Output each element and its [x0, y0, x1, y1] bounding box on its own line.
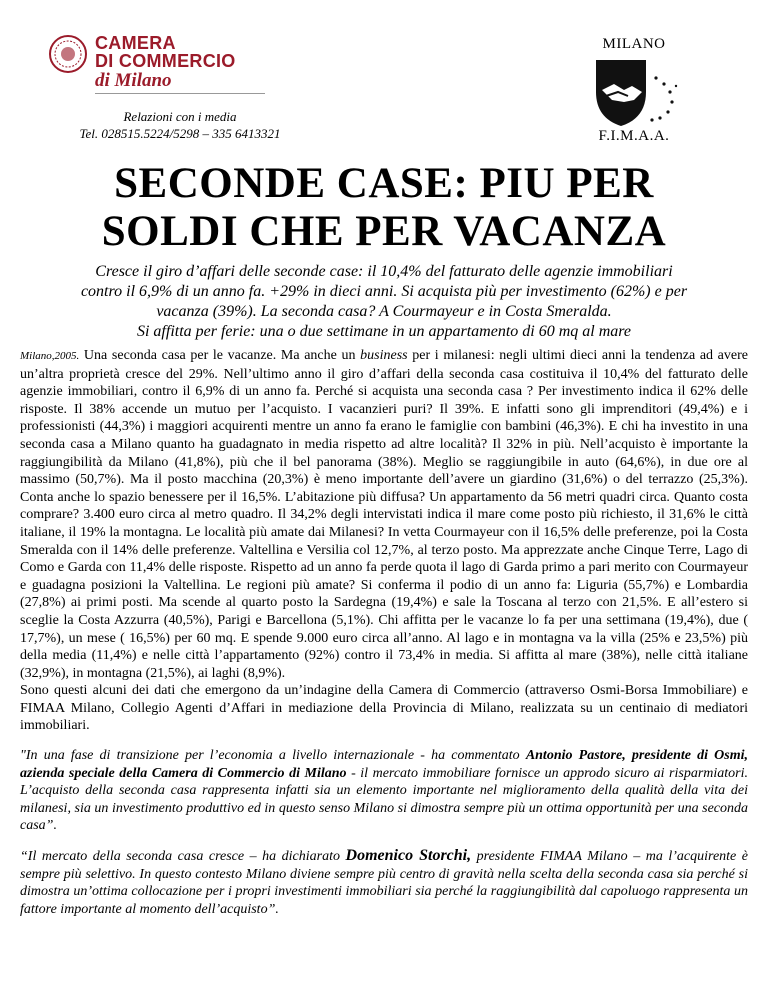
camera-seal-icon [48, 34, 88, 74]
headline-line-1: SECONDE CASE: PIU PER [114, 160, 654, 207]
press-phones: Tel. 028515.5224/5298 – 335 6413321 [79, 126, 281, 141]
fimaa-logo [578, 36, 690, 148]
business-word: business [360, 348, 408, 363]
subheadline-line-3: vacanza (39%). La seconda casa? A Courmayeur e in Costa Smeralda. [156, 303, 612, 320]
quote-pastore-name: Antonio Pastore, presidente di Osmi, azienda speciale della Camera di Commercio di Milano [20, 748, 748, 781]
fimaa-name: F.I.M.A.A. [598, 128, 670, 144]
subheadline-line-1: Cresce il giro d’affari delle seconde case: il 10,4% del fatturato delle agenzie immobiliari [95, 263, 673, 280]
camera-commercio-logo [40, 30, 270, 100]
fimaa-city: MILANO [602, 36, 666, 52]
paragraph-main [20, 347, 748, 682]
logo-line-commercio: DI COMMERCIO [95, 51, 236, 71]
handshake-icon [584, 56, 684, 128]
quote-pastore [20, 747, 748, 835]
subheadline-line-2: contro il 6,9% di un anno fa. +29% in dieci anni. Si acquista più per investimento (62%) e per [80, 283, 688, 300]
logo-divider [95, 93, 265, 94]
logo-line-camera: CAMERA [95, 33, 176, 53]
quote-storchi-name: Domenico Storchi, [345, 847, 472, 865]
press-office: Relazioni con i media [123, 109, 237, 124]
paragraph-main-text-a: Una seconda casa per le vacanze. Ma anche un [79, 348, 361, 363]
headline [20, 160, 748, 256]
quote-storchi [20, 847, 748, 918]
quote-pastore-text-a: "In una fase di transizione per l’economia a livello internazionale - ha commentato [20, 748, 526, 764]
headline-line-2: SOLDI CHE PER VACANZA [101, 208, 667, 255]
subheadline [25, 262, 743, 342]
quote-storchi-text-a: “Il mercato della seconda casa cresce – ha dichiarato [20, 849, 346, 865]
paragraph-source: Sono questi alcuni dei dati che emergono da un’indagine della Camera di Commercio (attraverso Osmi-Borsa Immobiliare) e FIMAA Milano, Collegio Agenti d’Affari in mediazione della Provincia di Milano, realizzata su un centinaio di mediatori immobiliari. [20, 683, 748, 734]
logo-line-milano: di Milano [95, 70, 172, 91]
article-body [20, 347, 748, 918]
paragraph-main-text-b: per i milanesi: negli ultimi dieci anni la tendenza ad avere un’altra proprietà cresce del 29%. Nell’ultimo anno il giro d’affari della seconda casa costituiva il 10,4% del fatturato delle agenzie immobiliari, contro il 6,9% di un anno fa. Perché si acquista una seconda casa ? Per investimento indica il 62% delle risposte. Il 38% accende un mutuo per l’acquisto. I vacanzieri puri? Il 39%. E infatti sono gli imprenditori (49,4%) e i professionisti (44,3%) i maggiori acquirenti mentre un anno fa erano le famiglie con bambini (46,3%). E chi ha investito in una seconda casa a Milano quanto ha guadagnato in media rispetto ad altre località? Il 32% in più. Nell’acquisto è importante la raggiungibilità da Milano (41,8%), più che il bel panorama (38%). Meglio se raggiungibile in auto (64,6%), in due ore al massimo (50,7%). Ma il posto macchina (20,3%) è meno importante dell’avere un giardino (31,6%) o del terrazzo (25,3%). Conta anche lo spazio benessere per il 16,5%. L’abitazione più diffusa? Un appartamento da 56 metri quadri circa. Quanto costa comprare? 3.400 euro circa al metro quadro. Il 34,2% degli intervistati indica il mare come posto più richiesto, il 31,6% le città italiane, il 19% la montagna. Le località più amate dai Milanesi? In vetta Courmayeur con il 16,5% delle preferenze, poi la Costa Smeralda con il 14% delle preferenze. Valtellina e Versilia col 12,7%, al terzo posto. Ma apprezzate anche Cinque Terre, Lago di Como e Garda con 11,4% delle risposte. Rispetto ad un anno fa perde quota il lago di Garda primo a pari merito con Courmayeur e guadagna posizioni la Valtellina. Le regioni più amate? Si conferma il podio di un anno fa: Liguria (55,7%) e Lombardia (27,8%) ai primi posti. Ma scende al quarto posto la Sardegna (19,4%) e sale la Toscana al terzo con 21,5%. E all’estero si sceglie la Costa Azzurra (40,5%), Parigi e Barcellona (5,1%). Chi affitta per le vacanze lo fa per una settimana (19,4%), due ( 17,7%), un mese ( 16,5%) per 60 mq. E spende 9.000 euro circa all’anno. Al lago e in montagna va la villa (25% e 23,5%) più della media (11,4%) e nelle città l’appartamento (92%) contro il 73,4% in media. Si affitta al mare (38%), nelle città italiane (32,9%), in montagna (21,5%), ai laghi (8,9%). [20, 348, 748, 681]
quote-storchi-text-b: presidente FIMAA Milano – ma l’acquirente è sempre più selettivo. In questo contesto Milano diviene sempre più centro di gravità nella scelta della seconda casa sia perché si dimostra un’ottima collocazione per i propri investimenti immobiliari sia perché la raggiungibilità dal capoluogo rappresenta un fattore importante al momento dell’acquisto”. [20, 849, 748, 917]
subheadline-line-4: Si affitta per ferie: una o due settimane in un appartamento di 60 mq al mare [136, 323, 632, 340]
dateline: Milano,2005. [20, 350, 80, 362]
press-contact [40, 108, 320, 142]
quote-pastore-text-b: - il mercato immobiliare fornisce un approdo sicuro ai risparmiatori. L’acquisto della seconda casa rappresenta infatti sia un elemento importante nel miglioramento della qualità della vita dei milanesi, sia un investimento produttivo ed in questo senso Milano si dimostra sempre più un ottima opportunità per una seconda casa”. [20, 765, 748, 834]
